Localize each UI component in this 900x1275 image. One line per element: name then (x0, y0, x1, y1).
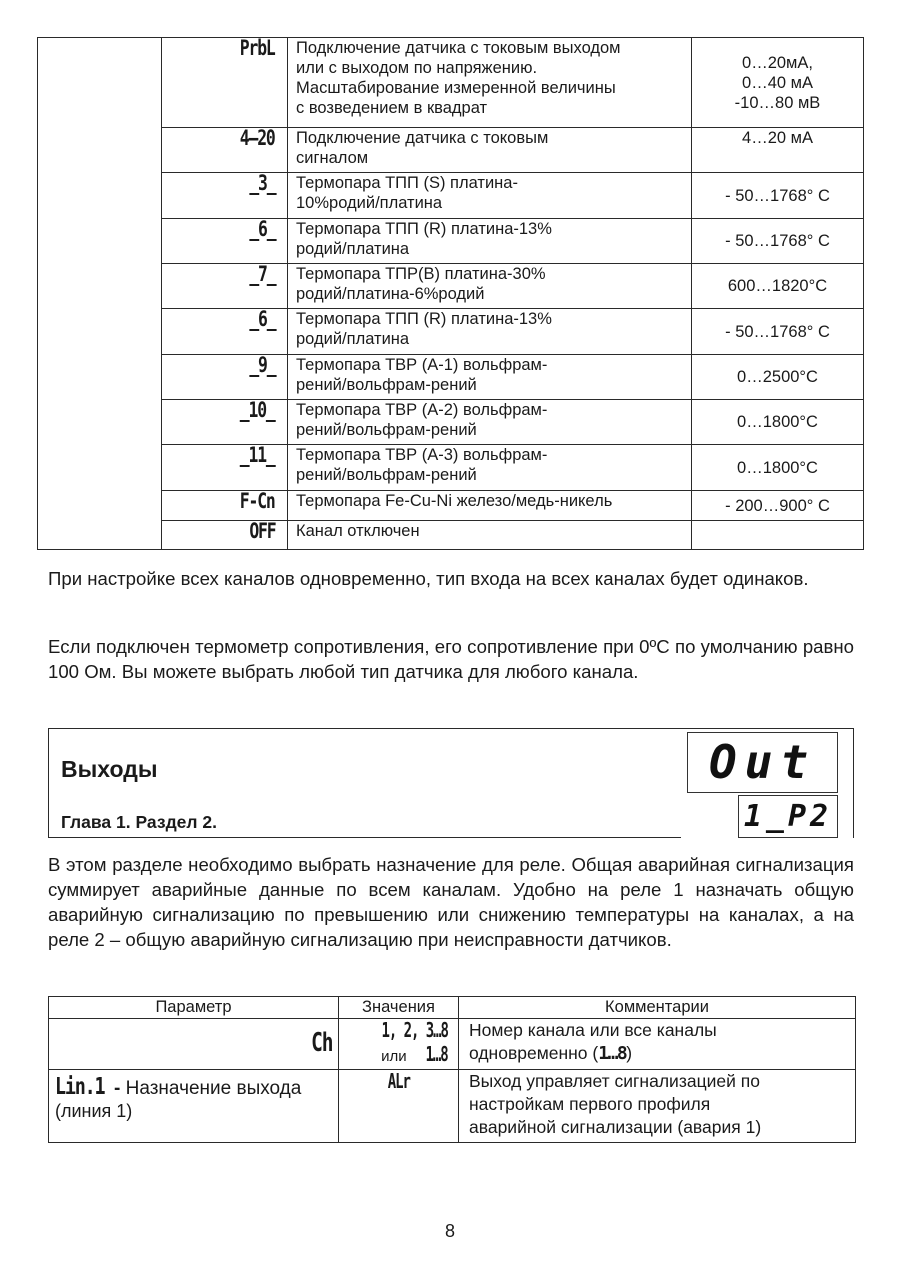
sensor-code: _6_ (248, 307, 275, 331)
page-number: 8 (444, 1221, 455, 1241)
sensor-code-cell (162, 400, 288, 445)
values-or-label: или (381, 1048, 407, 1065)
sensor-code: F-Cn (240, 489, 275, 513)
sensor-code: _10_ (240, 398, 275, 422)
sensor-range: 0…20мА, 0…40 мА -10…80 мВ (692, 38, 864, 128)
table-row (38, 309, 864, 355)
table-row (38, 491, 864, 521)
table-row (38, 400, 864, 445)
header-parameter: Параметр (49, 997, 339, 1019)
comment-cell: Выход управляет сигнализацией по настройкам первого профиля аварийной сигнализации (авария 1) (459, 1070, 856, 1143)
sensor-description: Термопара ТВР (А-2) вольфрам- рений/вольфрам-рений (288, 400, 692, 445)
sensor-description: Термопара ТВР (А-3) вольфрам- рений/вольфрам-рений (288, 445, 692, 491)
param-description-2: (линия 1) (55, 1101, 133, 1121)
table-header-row (49, 997, 856, 1019)
comment-cell (459, 1019, 856, 1070)
sensor-table-body (38, 38, 864, 550)
sensor-range: - 200…900° С (692, 491, 864, 521)
table-row (38, 521, 864, 550)
sensor-description: Термопара ТВР (А-1) вольфрам- рений/вольфрам-рений (288, 355, 692, 400)
values-cell (339, 1070, 459, 1143)
sensor-code: _11_ (240, 443, 275, 467)
table-row (38, 355, 864, 400)
header-comments: Комментарии (459, 997, 856, 1019)
sensor-range: 0…1800°С (692, 445, 864, 491)
param-code-ch: Ch (310, 1027, 332, 1058)
sensor-code-cell (162, 219, 288, 264)
sensor-range: 4…20 мА (692, 128, 864, 173)
header-values: Значения (339, 997, 459, 1019)
sensor-code: _3_ (248, 171, 275, 195)
section-header-box (48, 728, 854, 838)
blank-cell (38, 38, 162, 550)
comment-prefix: одновременно ( (469, 1043, 599, 1063)
lcd-display-main: Out (687, 732, 838, 793)
table-row (49, 1019, 856, 1070)
sensor-range: - 50…1768° С (692, 173, 864, 219)
sensor-description: Термопара ТПР(В) платина-30% родий/платина-6%родий (288, 264, 692, 309)
values-code-1: 1, 2, 3…8 (381, 1018, 448, 1042)
sensor-range (692, 521, 864, 550)
param-code-lin1: Lin.1 (55, 1074, 105, 1100)
sensor-type-table (37, 37, 864, 550)
sensor-description: Подключение датчика с токовым сигналом (288, 128, 692, 173)
section-subtitle: Глава 1. Раздел 2. (61, 812, 217, 832)
section-title: Выходы (61, 756, 158, 782)
paragraph-resistance-thermometer: Если подключен термометр сопротивления, его сопротивление при 0ºС по умолчанию равно 100 Ом. Вы можете выбрать любой тип датчика для любого канала. (48, 636, 854, 682)
comment-line-1: Номер канала или все каналы (469, 1020, 717, 1040)
sensor-description: Канал отключен (288, 521, 692, 550)
sensor-code-cell (162, 491, 288, 521)
sensor-code-cell (162, 309, 288, 355)
sensor-code: _6_ (248, 217, 275, 241)
sensor-code: _9_ (248, 353, 275, 377)
table-row (49, 1070, 856, 1143)
sensor-code-cell (162, 521, 288, 550)
param-dash: - (108, 1078, 126, 1099)
table-row (38, 38, 864, 128)
param-cell (49, 1019, 339, 1070)
output-parameter-table (48, 996, 856, 1143)
comment-suffix: ) (626, 1043, 633, 1063)
comment-code: 1…8 (598, 1043, 627, 1064)
sensor-range: - 50…1768° С (692, 219, 864, 264)
sensor-code-cell (162, 38, 288, 128)
param-description: Назначение выхода (125, 1078, 302, 1099)
sensor-code: 4–20 (240, 126, 275, 150)
sensor-description: Термопара ТПП (S) платина- 10%родий/платина (288, 173, 692, 219)
table-row (38, 128, 864, 173)
sensor-description: Подключение датчика с токовым выходом или с выходом по напряжению. Масштабирование измеренной величины с возведением в квадрат (288, 38, 692, 128)
comment-line-2 (469, 1042, 849, 1065)
table-row (38, 219, 864, 264)
sensor-description: Термопара ТПП (R) платина-13% родий/платина (288, 309, 692, 355)
table-row (38, 173, 864, 219)
table-row (38, 445, 864, 491)
sensor-code-cell (162, 264, 288, 309)
sensor-code: OFF (248, 519, 275, 543)
paragraph-all-channels: При настройке всех каналов одновременно, тип входа на всех каналах будет одинаков. (48, 568, 809, 589)
sensor-code-cell (162, 173, 288, 219)
sensor-range: 0…1800°С (692, 400, 864, 445)
paragraph-relay-purpose: В этом разделе необходимо выбрать назначение для реле. Общая аварийная сигнализация суммирует аварийные данные по всем каналам. Удобно на реле 1 назначать общую аварийную сигнализацию по превышению или снижению температуры на каналах, а на реле 2 – общую аварийную сигнализацию при неисправности датчиков. (48, 854, 854, 950)
sensor-range: 600…1820°С (692, 264, 864, 309)
lcd-display-sub: 1_P2 (738, 795, 838, 838)
values-cell (339, 1019, 459, 1070)
sensor-range: - 50…1768° С (692, 309, 864, 355)
param-cell (49, 1070, 339, 1143)
sensor-code: PrbL (240, 36, 275, 60)
values-code-2: 1…8 (425, 1042, 448, 1066)
sensor-code-cell (162, 128, 288, 173)
value-code-alr: ALr (387, 1069, 410, 1093)
sensor-code-cell (162, 355, 288, 400)
sensor-description: Термопара ТПП (R) платина-13% родий/платина (288, 219, 692, 264)
sensor-code-cell (162, 445, 288, 491)
sensor-description: Термопара Fe-Cu-Ni железо/медь-никель (288, 491, 692, 521)
sensor-code: _7_ (248, 262, 275, 286)
table-row (38, 264, 864, 309)
sensor-range: 0…2500°С (692, 355, 864, 400)
